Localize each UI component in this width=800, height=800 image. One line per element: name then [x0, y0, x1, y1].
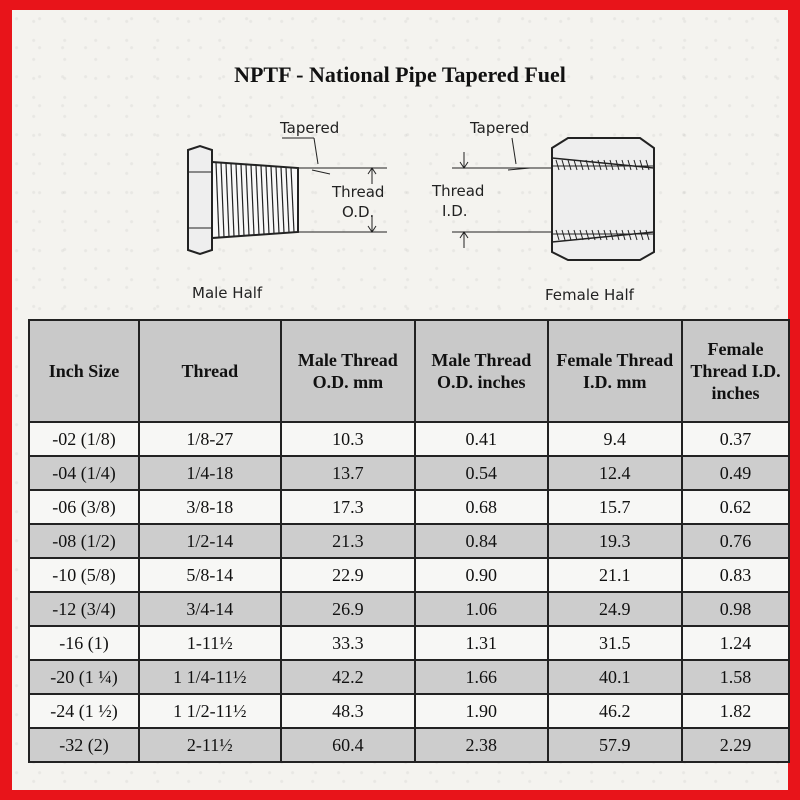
cell-female-id-mm: 24.9 [548, 592, 682, 626]
table-row [29, 456, 789, 490]
cell-male-od-mm: 33.3 [281, 626, 415, 660]
cell-male-od-inches: 1.06 [415, 592, 547, 626]
cell-female-id-mm: 19.3 [548, 524, 682, 558]
cell-inch-size: -06 (3/8) [29, 490, 139, 524]
cell-female-id-mm: 12.4 [548, 456, 682, 490]
table-row [29, 660, 789, 694]
cell-male-od-mm: 22.9 [281, 558, 415, 592]
cell-female-id-inches: 1.82 [682, 694, 789, 728]
table-header-row [29, 320, 789, 422]
female-id-label: I.D. [442, 202, 468, 220]
cell-male-od-inches: 0.41 [415, 422, 547, 456]
cell-male-od-inches: 0.68 [415, 490, 547, 524]
cell-inch-size: -16 (1) [29, 626, 139, 660]
female-tapered-label: Tapered [470, 119, 530, 137]
cell-inch-size: -24 (1 ½) [29, 694, 139, 728]
male-od-label: O.D. [342, 203, 375, 221]
cell-inch-size: -08 (1/2) [29, 524, 139, 558]
header-inch-size: Inch Size [29, 320, 139, 422]
cell-thread: 1/4-18 [139, 456, 281, 490]
cell-inch-size: -02 (1/8) [29, 422, 139, 456]
cell-female-id-mm: 57.9 [548, 728, 682, 762]
chart-frame [12, 10, 788, 790]
table-row [29, 524, 789, 558]
cell-male-od-inches: 1.90 [415, 694, 547, 728]
cell-male-od-inches: 2.38 [415, 728, 547, 762]
male-half-caption: Male Half [192, 284, 263, 302]
cell-male-od-mm: 60.4 [281, 728, 415, 762]
cell-male-od-inches: 1.66 [415, 660, 547, 694]
male-tapered-label: Tapered [280, 119, 340, 137]
cell-female-id-mm: 46.2 [548, 694, 682, 728]
table-row [29, 558, 789, 592]
cell-thread: 3/4-14 [139, 592, 281, 626]
cell-female-id-mm: 9.4 [548, 422, 682, 456]
cell-female-id-inches: 0.76 [682, 524, 789, 558]
cell-female-id-inches: 0.62 [682, 490, 789, 524]
cell-female-id-inches: 0.98 [682, 592, 789, 626]
cell-male-od-inches: 0.90 [415, 558, 547, 592]
male-thread-label: Thread [332, 183, 385, 201]
header-male-od-inches: Male Thread O.D. inches [415, 320, 547, 422]
cell-thread: 1/2-14 [139, 524, 281, 558]
cell-male-od-mm: 17.3 [281, 490, 415, 524]
cell-male-od-mm: 42.2 [281, 660, 415, 694]
cell-male-od-mm: 13.7 [281, 456, 415, 490]
cell-inch-size: -20 (1 ¼) [29, 660, 139, 694]
cell-thread: 1/8-27 [139, 422, 281, 456]
table-row [29, 592, 789, 626]
cell-inch-size: -32 (2) [29, 728, 139, 762]
cell-thread: 1 1/2-11½ [139, 694, 281, 728]
female-half-caption: Female Half [545, 286, 634, 304]
cell-female-id-mm: 31.5 [548, 626, 682, 660]
cell-male-od-inches: 1.31 [415, 626, 547, 660]
table-row [29, 422, 789, 456]
cell-male-od-mm: 10.3 [281, 422, 415, 456]
table-row [29, 490, 789, 524]
cell-male-od-mm: 26.9 [281, 592, 415, 626]
table-row [29, 626, 789, 660]
cell-inch-size: -12 (3/4) [29, 592, 139, 626]
cell-male-od-inches: 0.84 [415, 524, 547, 558]
cell-female-id-inches: 1.58 [682, 660, 789, 694]
cell-thread: 2-11½ [139, 728, 281, 762]
cell-male-od-mm: 21.3 [281, 524, 415, 558]
table-row [29, 728, 789, 762]
header-female-id-inches: Female Thread I.D. inches [682, 320, 789, 422]
cell-female-id-mm: 15.7 [548, 490, 682, 524]
header-male-od-mm: Male Thread O.D. mm [281, 320, 415, 422]
cell-thread: 1-11½ [139, 626, 281, 660]
page-title: NPTF - National Pipe Tapered Fuel [234, 62, 566, 87]
header-thread: Thread [139, 320, 281, 422]
table-row [29, 694, 789, 728]
cell-female-id-mm: 21.1 [548, 558, 682, 592]
cell-female-id-inches: 0.83 [682, 558, 789, 592]
cell-female-id-inches: 0.49 [682, 456, 789, 490]
cell-thread: 3/8-18 [139, 490, 281, 524]
cell-female-id-mm: 40.1 [548, 660, 682, 694]
thread-spec-table [28, 319, 790, 763]
thread-diagram [12, 110, 788, 320]
header-female-id-mm: Female Thread I.D. mm [548, 320, 682, 422]
cell-female-id-inches: 1.24 [682, 626, 789, 660]
cell-female-id-inches: 2.29 [682, 728, 789, 762]
cell-thread: 1 1/4-11½ [139, 660, 281, 694]
cell-inch-size: -04 (1/4) [29, 456, 139, 490]
cell-thread: 5/8-14 [139, 558, 281, 592]
cell-inch-size: -10 (5/8) [29, 558, 139, 592]
cell-male-od-mm: 48.3 [281, 694, 415, 728]
cell-female-id-inches: 0.37 [682, 422, 789, 456]
cell-male-od-inches: 0.54 [415, 456, 547, 490]
female-thread-label: Thread [432, 182, 485, 200]
